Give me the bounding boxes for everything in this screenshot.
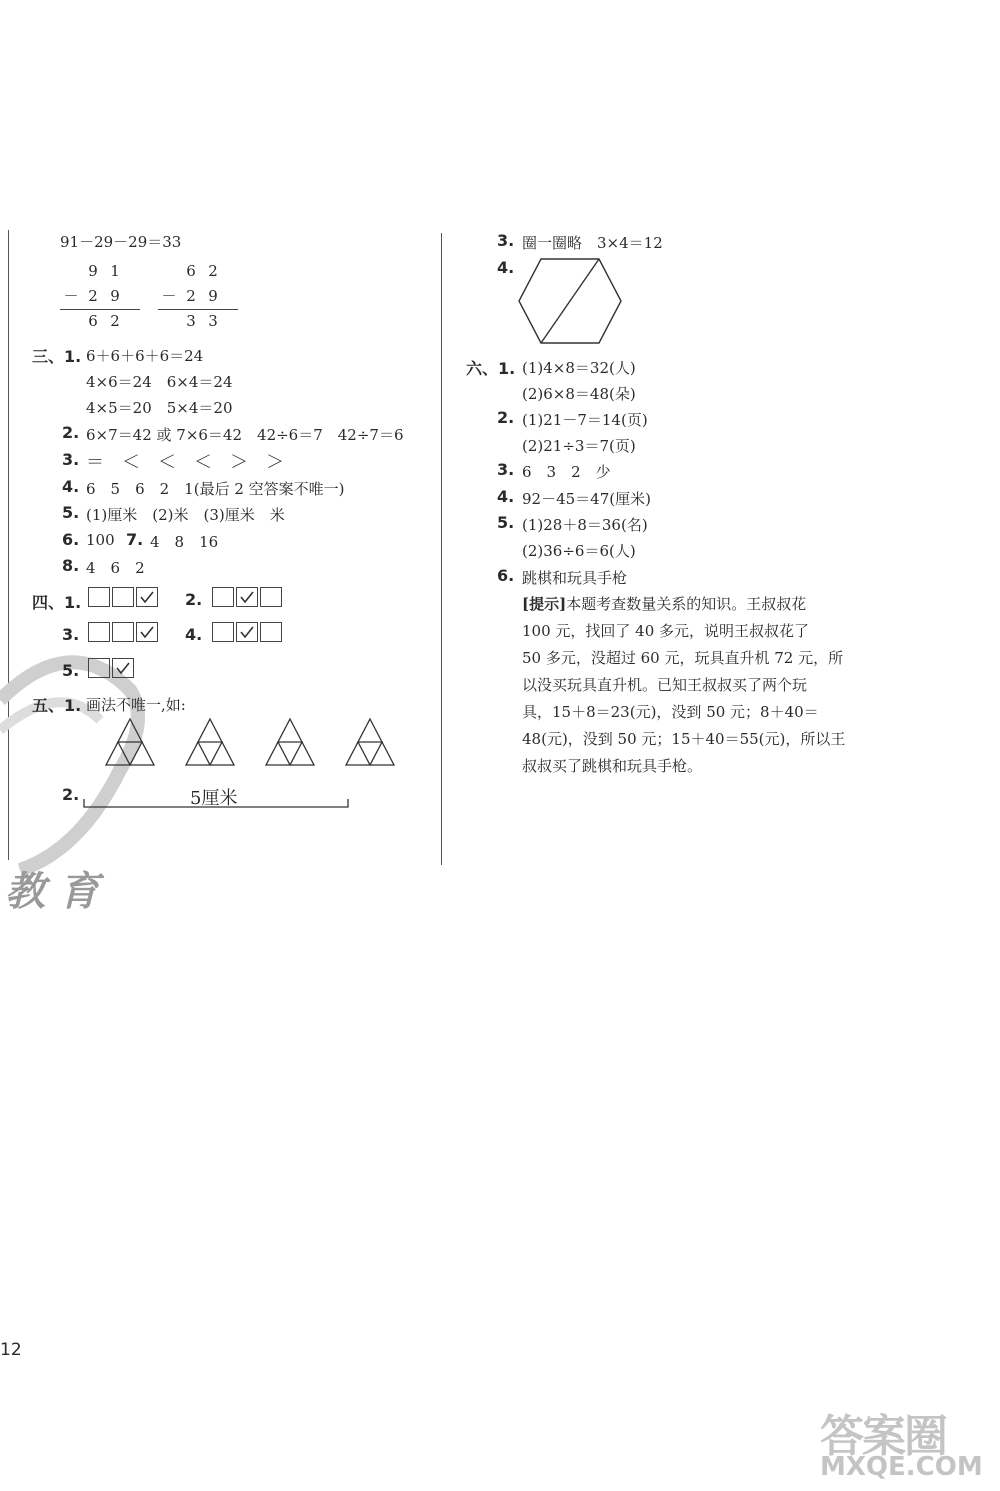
hexagon-figure: [515, 257, 627, 347]
s4-3-num: 3.: [62, 625, 80, 644]
s3-5-answer: (1)厘米 (2)米 (3)厘米 米: [86, 506, 285, 524]
triangle-shape: [186, 742, 210, 765]
calc-line: 91－29－29＝33: [60, 233, 182, 251]
s4-2-num: 2.: [185, 590, 203, 609]
hint-line-3: 50 多元，没超过 60 元，玩具直升机 72 元，所: [522, 649, 844, 667]
vertical-calc-1: 9 1 － 2 9 6 2: [60, 262, 140, 330]
empty-box: [260, 622, 282, 642]
checked-box: [236, 587, 258, 607]
stamp-watermark-text: 教 育: [5, 868, 99, 915]
s3-1-line-c: 4×5＝20 5×4＝20: [86, 399, 233, 417]
s6-3-num: 3.: [497, 460, 515, 479]
empty-box: [88, 658, 110, 678]
empty-box: [88, 587, 110, 607]
checked-box: [136, 622, 158, 642]
site-watermark-url: MXQE.COM: [820, 1452, 983, 1482]
triangle-shape: [210, 742, 234, 765]
checked-box: [136, 587, 158, 607]
triangle-shape: [106, 742, 130, 765]
s6-2-num: 2.: [497, 408, 515, 427]
s3-4-answer: 6 5 6 2 1(最后 2 空答案不唯一): [86, 480, 345, 498]
hint-label: [提示]: [522, 595, 567, 613]
hint-line-4: 以没买玩具直升机。已知王叔叔买了两个玩: [522, 676, 808, 694]
s3-6-num: 6.: [62, 530, 80, 549]
s6-4-num: 4.: [497, 487, 515, 506]
triangle-shape: [130, 742, 154, 765]
s6-2-b: (2)21÷3＝7(页): [522, 437, 636, 455]
hint-line-5: 具，15＋8＝23(元)，没到 50 元；8＋40＝: [522, 703, 819, 721]
s3-8-answer: 4 6 2: [86, 559, 145, 577]
column-divider: [441, 233, 442, 865]
s6-6-num: 6.: [497, 566, 515, 585]
s4-4-boxes: [212, 622, 284, 642]
s3-5-num: 5.: [62, 503, 80, 522]
empty-box: [260, 587, 282, 607]
s5-2-label: 5厘米: [190, 788, 238, 809]
s4-1-boxes: [88, 587, 160, 607]
s3-2-num: 2.: [62, 423, 80, 442]
triangle-shape: [266, 742, 290, 765]
s3-2-answer: 6×7＝42 或 7×6＝42 42÷6＝7 42÷7＝6: [86, 426, 404, 444]
s3-8-num: 8.: [62, 556, 80, 575]
s5-1-text: 画法不唯一,如:: [86, 696, 186, 714]
hint-line-1: [提示]本题考查数量关系的知识。王叔叔花: [522, 595, 807, 613]
empty-box: [212, 622, 234, 642]
s6-4-answer: 92－45＝47(厘米): [522, 490, 651, 508]
r3-answer: 圈一圈略 3×4＝12: [522, 234, 663, 252]
s6-6-answer: 跳棋和玩具手枪: [522, 569, 628, 587]
triangle-shape: [278, 719, 302, 742]
triangle-shape: [118, 719, 142, 742]
section-3-label: 三、1.: [32, 347, 82, 366]
s4-2-boxes: [212, 587, 284, 607]
triangle-shape: [370, 742, 394, 765]
s3-7-answer: 4 8 16: [150, 533, 219, 551]
empty-box: [112, 622, 134, 642]
empty-box: [88, 622, 110, 642]
triangle-groups: [100, 714, 400, 774]
s5-2-num: 2.: [62, 785, 80, 804]
section-6-label: 六、1.: [466, 359, 516, 378]
s3-4-num: 4.: [62, 477, 80, 496]
s6-2-a: (1)21－7＝14(页): [522, 411, 648, 429]
hint-line-7: 叔叔买了跳棋和玩具手枪。: [522, 757, 703, 775]
r4-num: 4.: [497, 258, 515, 277]
checked-box: [236, 622, 258, 642]
section-4-label: 四、1.: [32, 593, 82, 612]
s6-3-answer: 6 3 2 少: [522, 463, 611, 481]
s6-1-a: (1)4×8＝32(人): [522, 359, 636, 377]
s4-5-num: 5.: [62, 661, 80, 680]
s3-3-answer: ＝ ＜ ＜ ＜ ＞ ＞: [86, 452, 284, 473]
page-number: 12: [0, 1340, 22, 1360]
triangle-shape: [290, 742, 314, 765]
checked-box: [112, 658, 134, 678]
s6-5-b: (2)36÷6＝6(人): [522, 542, 636, 560]
triangle-shape: [346, 742, 370, 765]
s4-4-num: 4.: [185, 625, 203, 644]
s3-6-answer: 100: [86, 531, 115, 549]
s3-1-line-b: 4×6＝24 6×4＝24: [86, 373, 233, 391]
s6-5-num: 5.: [497, 513, 515, 532]
vertical-calc-2: 6 2 － 2 9 3 3: [158, 262, 238, 330]
hint-line-2: 100 元，找回了 40 多元，说明王叔叔花了: [522, 622, 810, 640]
s4-5-boxes: [88, 658, 136, 678]
s3-1-line-a: 6＋6＋6＋6＝24: [86, 347, 204, 365]
triangle-shape: [358, 719, 382, 742]
site-watermark-logo: 答案圈: [820, 1411, 946, 1462]
r3-num: 3.: [497, 231, 515, 250]
empty-box: [212, 587, 234, 607]
empty-box: [112, 587, 134, 607]
s3-7-num: 7.: [126, 530, 144, 549]
triangle-shape: [198, 719, 222, 742]
s6-5-a: (1)28＋8＝36(名): [522, 516, 648, 534]
hint-line-6: 48(元)，没到 50 元；15＋40＝55(元)，所以王: [522, 730, 846, 748]
s3-3-num: 3.: [62, 450, 80, 469]
section-5-label: 五、1.: [32, 696, 82, 715]
s6-1-b: (2)6×8＝48(朵): [522, 385, 636, 403]
line-segment-5cm: [82, 799, 352, 813]
s4-3-boxes: [88, 622, 160, 642]
